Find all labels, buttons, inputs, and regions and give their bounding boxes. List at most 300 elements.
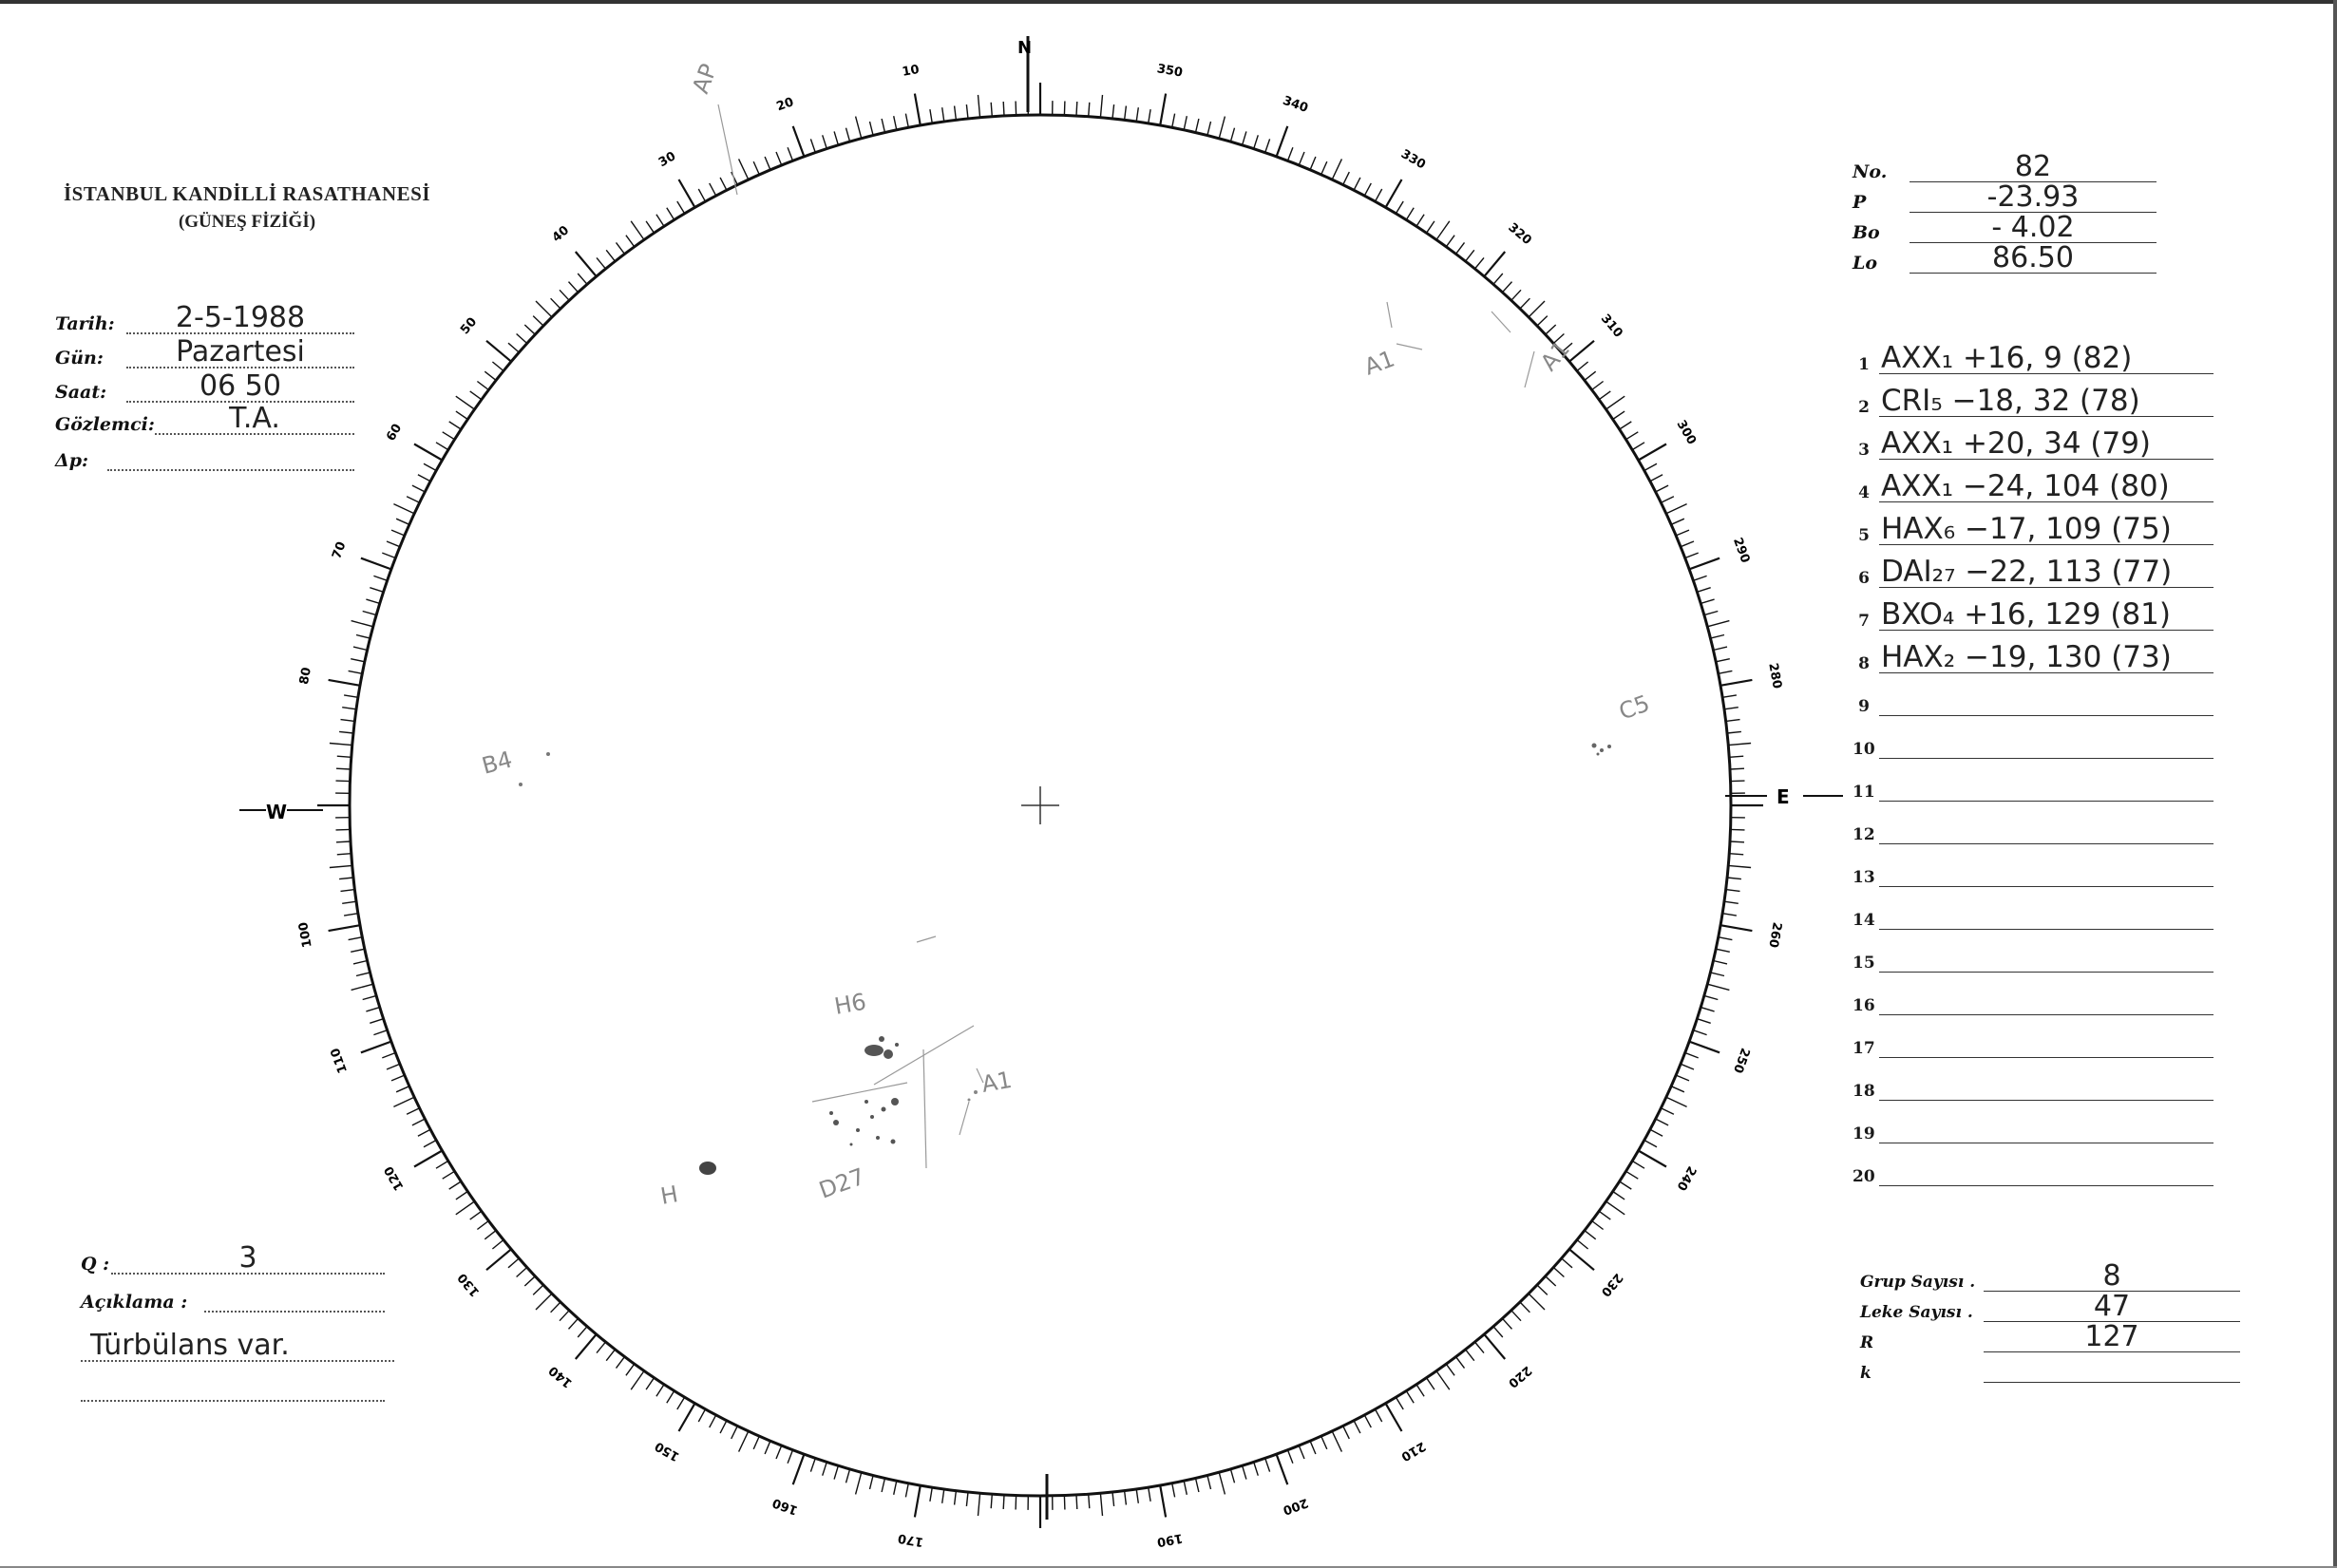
degree-tick bbox=[1697, 1019, 1710, 1024]
degree-tick bbox=[1700, 599, 1714, 603]
degree-tick bbox=[1100, 1493, 1102, 1516]
degree-tick bbox=[617, 1357, 625, 1369]
degree-tick bbox=[339, 878, 353, 879]
degree-tick bbox=[1416, 1385, 1424, 1397]
degree-tick bbox=[667, 1391, 674, 1404]
degree-tick bbox=[739, 159, 749, 179]
degree-tick bbox=[1585, 1231, 1596, 1239]
spot-label-b4: B4 bbox=[479, 746, 516, 780]
degree-tick bbox=[905, 114, 908, 128]
degree-tick bbox=[1716, 949, 1730, 952]
q-label: Q : bbox=[81, 1254, 110, 1275]
degree-tick bbox=[776, 1445, 782, 1459]
degree-tick bbox=[679, 1404, 695, 1431]
degree-tick bbox=[1112, 104, 1114, 119]
degree-tick bbox=[1196, 119, 1199, 133]
degree-tick bbox=[597, 257, 606, 269]
degree-label: 110 bbox=[328, 1046, 351, 1075]
degree-tick bbox=[330, 865, 352, 867]
no-value: 82 bbox=[1910, 153, 2156, 182]
degree-label: 120 bbox=[381, 1162, 408, 1194]
degree-tick bbox=[710, 1415, 716, 1427]
degree-tick bbox=[1288, 147, 1293, 161]
observer-label: Gözlemci: bbox=[55, 414, 155, 435]
group-row-number: 14 bbox=[1852, 911, 1875, 930]
degree-tick bbox=[1613, 411, 1624, 419]
degree-tick bbox=[508, 1258, 519, 1268]
degree-tick bbox=[870, 1475, 874, 1489]
r-label: R bbox=[1860, 1333, 1874, 1352]
group-row-entry: CRI₅ −18, 32 (78) bbox=[1879, 386, 2214, 417]
group-row-number: 15 bbox=[1852, 954, 1875, 973]
degree-tick bbox=[1436, 221, 1450, 240]
degree-tick bbox=[470, 1211, 482, 1219]
group-row-entry: AXX₁ +16, 9 (82) bbox=[1879, 343, 2214, 374]
degree-tick bbox=[1666, 1097, 1687, 1106]
spot-label-d27: D27 bbox=[815, 1162, 869, 1204]
group-row-number: 16 bbox=[1852, 996, 1875, 1015]
degree-tick bbox=[536, 1294, 552, 1310]
degree-label: 60 bbox=[384, 421, 406, 444]
group-row-number: 18 bbox=[1852, 1082, 1875, 1101]
degree-tick bbox=[329, 925, 360, 931]
degree-tick bbox=[1149, 109, 1150, 123]
degree-tick bbox=[930, 1487, 932, 1502]
degree-tick bbox=[788, 1450, 792, 1464]
q-value: 3 bbox=[111, 1244, 385, 1275]
degree-tick bbox=[1265, 139, 1270, 152]
degree-tick bbox=[1427, 1378, 1434, 1389]
degree-tick bbox=[1569, 1249, 1594, 1270]
degree-tick bbox=[1720, 680, 1752, 686]
degree-tick bbox=[1537, 1285, 1548, 1294]
date-value: 2-5-1988 bbox=[126, 304, 354, 334]
degree-tick bbox=[1406, 1391, 1414, 1404]
west-label: W bbox=[266, 801, 288, 823]
degree-tick bbox=[753, 1436, 759, 1449]
degree-tick bbox=[1620, 1181, 1632, 1189]
degree-tick bbox=[942, 107, 944, 122]
degree-tick bbox=[1100, 95, 1102, 118]
degree-tick bbox=[1446, 1364, 1454, 1375]
degree-tick bbox=[1710, 635, 1724, 639]
degree-tick bbox=[1727, 878, 1741, 879]
degree-tick bbox=[1493, 274, 1503, 284]
degree-tick bbox=[492, 362, 504, 371]
degree-tick bbox=[336, 781, 351, 782]
degree-tick bbox=[823, 135, 827, 148]
lo-label: Lo bbox=[1852, 253, 1878, 274]
degree-tick bbox=[1722, 695, 1737, 697]
degree-tick bbox=[1003, 102, 1004, 116]
degree-tick bbox=[363, 612, 377, 615]
degree-tick bbox=[1644, 1141, 1657, 1147]
degree-tick bbox=[418, 475, 430, 482]
degree-tick bbox=[492, 1240, 504, 1250]
degree-tick bbox=[1321, 1436, 1327, 1449]
degree-tick bbox=[1700, 1008, 1714, 1011]
degree-tick bbox=[1230, 1469, 1234, 1483]
degree-tick bbox=[361, 1042, 391, 1053]
degree-tick bbox=[1219, 117, 1225, 139]
degree-label: 330 bbox=[1397, 146, 1429, 173]
degree-tick bbox=[1720, 925, 1752, 931]
degree-tick bbox=[1671, 1086, 1684, 1092]
degree-tick bbox=[1136, 1489, 1138, 1503]
degree-tick bbox=[576, 1334, 597, 1359]
degree-tick bbox=[1716, 659, 1730, 662]
degree-tick bbox=[342, 708, 356, 709]
degree-label: 130 bbox=[455, 1270, 484, 1299]
degree-tick bbox=[1731, 829, 1745, 830]
group-row-number: 2 bbox=[1858, 398, 1870, 417]
degree-tick bbox=[1219, 1472, 1225, 1494]
degree-tick bbox=[336, 829, 351, 830]
degree-tick bbox=[1243, 131, 1246, 144]
department-name: (GÜNEŞ FİZİĞİ) bbox=[178, 212, 316, 232]
time-value: 06 50 bbox=[126, 372, 354, 403]
degree-tick bbox=[414, 444, 442, 461]
degree-tick bbox=[856, 117, 862, 139]
degree-tick bbox=[1364, 183, 1371, 196]
degree-tick bbox=[1719, 937, 1733, 940]
degree-tick bbox=[788, 147, 792, 161]
degree-tick bbox=[1639, 1151, 1666, 1167]
degree-tick bbox=[486, 1249, 511, 1270]
degree-tick bbox=[351, 949, 365, 952]
degree-tick bbox=[1265, 1458, 1270, 1471]
p-value: -23.93 bbox=[1910, 183, 2156, 213]
degree-tick bbox=[1160, 1485, 1166, 1517]
degree-tick bbox=[1511, 1311, 1521, 1321]
degree-tick bbox=[930, 109, 932, 123]
degree-label: 240 bbox=[1673, 1162, 1700, 1194]
degree-tick bbox=[443, 1171, 455, 1179]
degree-tick bbox=[1299, 152, 1304, 165]
degree-tick bbox=[1722, 914, 1737, 916]
degree-tick bbox=[626, 236, 635, 247]
degree-tick bbox=[1676, 530, 1689, 536]
p-label: P bbox=[1852, 192, 1867, 213]
degree-tick bbox=[1386, 179, 1402, 207]
degree-tick bbox=[456, 396, 475, 409]
degree-tick bbox=[1386, 1404, 1402, 1431]
group-row-entry: AXX₁ +20, 34 (79) bbox=[1879, 428, 2214, 460]
degree-tick bbox=[720, 178, 727, 190]
degree-tick bbox=[1196, 1478, 1199, 1492]
degree-tick bbox=[978, 1493, 980, 1516]
degree-label: 220 bbox=[1505, 1362, 1534, 1390]
east-label: E bbox=[1776, 785, 1790, 808]
degree-tick bbox=[753, 161, 759, 175]
degree-label: 250 bbox=[1730, 1046, 1753, 1075]
group-row-number: 8 bbox=[1858, 654, 1870, 673]
degree-tick bbox=[449, 422, 462, 429]
degree-tick bbox=[1599, 1211, 1610, 1219]
degree-tick bbox=[846, 1469, 850, 1483]
group-row-number: 5 bbox=[1858, 526, 1870, 545]
group-row-number: 4 bbox=[1858, 483, 1870, 502]
spot-label-a1-bottom: A1 bbox=[979, 1066, 1015, 1098]
degree-tick bbox=[391, 1075, 405, 1081]
degree-tick bbox=[524, 1276, 535, 1286]
degree-tick bbox=[978, 95, 980, 118]
degree-label: 200 bbox=[1281, 1495, 1310, 1518]
degree-tick bbox=[1172, 1483, 1175, 1498]
degree-tick bbox=[1511, 290, 1521, 300]
degree-tick bbox=[1076, 102, 1077, 116]
degree-tick bbox=[1661, 497, 1674, 503]
degree-label: 190 bbox=[1155, 1530, 1184, 1549]
degree-tick bbox=[1730, 768, 1744, 769]
degree-tick bbox=[810, 1458, 815, 1471]
group-count-label: Grup Sayısı . bbox=[1860, 1273, 1976, 1292]
degree-tick bbox=[1553, 1268, 1564, 1277]
degree-tick bbox=[617, 242, 625, 254]
degree-tick bbox=[631, 221, 644, 240]
degree-tick bbox=[834, 1465, 838, 1479]
degree-tick bbox=[1184, 116, 1187, 130]
degree-tick bbox=[1666, 504, 1687, 514]
degree-tick bbox=[646, 221, 654, 233]
degree-tick bbox=[517, 1268, 527, 1277]
degree-tick bbox=[1184, 1481, 1187, 1495]
degree-tick bbox=[1529, 301, 1545, 317]
degree-tick bbox=[560, 1311, 569, 1321]
description-label: Açıklama : bbox=[81, 1292, 188, 1313]
degree-label: 320 bbox=[1505, 220, 1534, 249]
degree-tick bbox=[1416, 215, 1424, 227]
degree-tick bbox=[551, 298, 560, 309]
degree-tick bbox=[1484, 252, 1505, 276]
degree-tick bbox=[517, 334, 527, 344]
degree-tick bbox=[1707, 984, 1729, 990]
degree-tick bbox=[1466, 1350, 1474, 1361]
degree-tick bbox=[1503, 282, 1512, 293]
degree-tick bbox=[1310, 1441, 1316, 1454]
degree-tick bbox=[1693, 1030, 1706, 1035]
degree-tick bbox=[942, 1489, 944, 1503]
group-row-number: 11 bbox=[1852, 783, 1875, 802]
group-row-number: 13 bbox=[1852, 868, 1875, 887]
degree-tick bbox=[578, 274, 587, 284]
degree-tick bbox=[393, 504, 414, 514]
degree-tick bbox=[1484, 1334, 1505, 1359]
degree-tick bbox=[470, 391, 482, 400]
degree-tick bbox=[1620, 422, 1632, 429]
degree-tick bbox=[894, 1481, 897, 1495]
degree-tick bbox=[1364, 1415, 1371, 1427]
degree-label: 40 bbox=[549, 223, 573, 246]
degree-tick bbox=[1321, 161, 1327, 175]
degree-tick bbox=[1713, 961, 1727, 964]
degree-tick bbox=[484, 1231, 496, 1239]
spot-label-ap: AP bbox=[687, 60, 723, 98]
degree-tick bbox=[1475, 1342, 1485, 1353]
degree-tick bbox=[382, 553, 395, 557]
degree-tick bbox=[1689, 558, 1720, 570]
bo-label: Bo bbox=[1852, 222, 1880, 243]
degree-tick bbox=[1207, 122, 1211, 136]
degree-tick bbox=[1639, 444, 1666, 461]
group-row-number: 7 bbox=[1858, 612, 1870, 631]
observer-value: T.A. bbox=[155, 405, 354, 435]
group-row-entry: HAX₆ −17, 109 (75) bbox=[1879, 514, 2214, 545]
degree-tick bbox=[533, 316, 543, 326]
degree-label: 170 bbox=[897, 1530, 925, 1549]
degree-tick bbox=[578, 1327, 587, 1337]
degree-tick bbox=[776, 152, 782, 165]
degree-tick bbox=[344, 695, 358, 697]
degree-label: 300 bbox=[1673, 417, 1700, 448]
degree-tick bbox=[1406, 208, 1414, 220]
degree-tick bbox=[955, 106, 957, 121]
degree-tick bbox=[1676, 1075, 1689, 1081]
north-label: N bbox=[1017, 38, 1033, 58]
degree-tick bbox=[352, 984, 373, 990]
degree-tick bbox=[834, 131, 838, 144]
degree-tick bbox=[337, 756, 352, 757]
degree-tick bbox=[387, 541, 400, 547]
degree-tick bbox=[1003, 1495, 1004, 1509]
group-count-value: 8 bbox=[1984, 1262, 2240, 1292]
degree-tick bbox=[1396, 201, 1403, 214]
degree-tick bbox=[1125, 106, 1127, 121]
spot-count-label: Leke Sayısı . bbox=[1860, 1303, 1973, 1322]
degree-tick bbox=[1681, 541, 1694, 547]
degree-tick bbox=[1277, 126, 1288, 157]
degree-tick bbox=[1730, 841, 1744, 842]
degree-tick bbox=[391, 530, 405, 536]
group-row-number: 6 bbox=[1858, 569, 1870, 588]
degree-tick bbox=[1288, 1450, 1293, 1464]
degree-tick bbox=[361, 558, 391, 570]
degree-tick bbox=[456, 1201, 475, 1215]
degree-tick bbox=[1466, 250, 1474, 261]
degree-tick bbox=[1726, 890, 1740, 892]
k-label: k bbox=[1860, 1364, 1872, 1383]
degree-label: 100 bbox=[296, 920, 315, 949]
degree-tick bbox=[1626, 1171, 1639, 1179]
degree-tick bbox=[366, 599, 379, 603]
degree-tick bbox=[1354, 178, 1360, 190]
degree-tick bbox=[810, 139, 815, 152]
degree-label: 290 bbox=[1730, 536, 1753, 565]
group-row-number: 3 bbox=[1858, 441, 1870, 460]
degree-label: 350 bbox=[1155, 62, 1184, 81]
degree-tick bbox=[882, 1478, 884, 1492]
degree-tick bbox=[732, 1426, 738, 1439]
degree-tick bbox=[1719, 671, 1733, 673]
degree-tick bbox=[1685, 553, 1699, 557]
degree-tick bbox=[1661, 1108, 1674, 1115]
spot-label-h2: H bbox=[658, 1181, 680, 1210]
group-row-entry: DAI₂₇ −22, 113 (77) bbox=[1879, 557, 2214, 588]
degree-label: 70 bbox=[330, 539, 350, 561]
degree-tick bbox=[677, 1397, 685, 1409]
degree-tick bbox=[1728, 865, 1751, 867]
lo-value: 86.50 bbox=[1910, 244, 2156, 274]
degree-tick bbox=[1729, 756, 1743, 757]
degree-tick bbox=[1592, 1221, 1604, 1230]
degree-tick bbox=[720, 1421, 727, 1433]
sunspot-marks bbox=[519, 744, 1611, 1176]
degree-tick bbox=[739, 1431, 749, 1452]
degree-tick bbox=[1577, 362, 1588, 371]
degree-tick bbox=[1427, 221, 1434, 233]
degree-tick bbox=[606, 250, 615, 261]
degree-tick bbox=[966, 1492, 968, 1506]
degree-label: 150 bbox=[652, 1438, 683, 1464]
group-row-entry: AXX₁ −24, 104 (80) bbox=[1879, 471, 2214, 502]
degree-tick bbox=[341, 720, 355, 722]
degree-tick bbox=[1376, 1409, 1382, 1422]
degree-tick bbox=[1520, 1302, 1530, 1313]
degree-tick bbox=[1332, 1431, 1341, 1452]
degree-tick bbox=[336, 768, 351, 769]
degree-tick bbox=[1731, 781, 1745, 782]
degree-tick bbox=[342, 901, 356, 903]
remark-value: Türbülans var. bbox=[81, 1332, 394, 1362]
degree-tick bbox=[373, 1030, 387, 1035]
degree-tick bbox=[710, 183, 716, 196]
degree-tick bbox=[846, 128, 850, 142]
degree-tick bbox=[456, 1192, 467, 1200]
degree-tick bbox=[351, 659, 365, 662]
degree-tick bbox=[1230, 128, 1234, 142]
degree-tick bbox=[349, 937, 363, 940]
degree-tick bbox=[793, 1454, 805, 1484]
degree-tick bbox=[1693, 576, 1706, 580]
group-row-number: 12 bbox=[1852, 825, 1875, 844]
degree-tick bbox=[344, 914, 358, 916]
degree-label: 280 bbox=[1765, 662, 1784, 690]
degree-tick bbox=[894, 116, 897, 130]
degree-tick bbox=[1125, 1491, 1127, 1505]
degree-tick bbox=[1546, 325, 1556, 334]
degree-tick bbox=[1456, 1357, 1465, 1369]
spot-label-h6: H6 bbox=[832, 988, 868, 1020]
degree-tick bbox=[443, 432, 455, 440]
center-cross bbox=[1021, 786, 1059, 824]
group-row-number: 17 bbox=[1852, 1039, 1875, 1058]
degree-tick bbox=[1089, 103, 1090, 117]
degree-tick bbox=[370, 588, 383, 593]
group-row-entry: BXO₄ +16, 129 (81) bbox=[1879, 599, 2214, 631]
degree-tick bbox=[793, 126, 805, 157]
degree-tick bbox=[1650, 1129, 1662, 1136]
day-label: Gün: bbox=[55, 348, 104, 368]
degree-tick bbox=[955, 1491, 957, 1505]
degree-tick bbox=[882, 119, 884, 133]
bo-value: - 4.02 bbox=[1910, 214, 2156, 243]
degree-tick bbox=[382, 1053, 395, 1058]
degree-tick bbox=[1724, 901, 1738, 903]
degree-tick bbox=[631, 1371, 644, 1390]
degree-tick bbox=[1503, 1318, 1512, 1329]
degree-tick bbox=[418, 1129, 430, 1136]
degree-label: 230 bbox=[1597, 1270, 1625, 1299]
degree-tick bbox=[870, 122, 874, 136]
degree-tick bbox=[1446, 236, 1454, 247]
degree-tick bbox=[1332, 159, 1341, 179]
degree-tick bbox=[339, 731, 353, 733]
degree-tick bbox=[477, 1221, 488, 1230]
group-row-number: 20 bbox=[1852, 1167, 1875, 1186]
degree-tick bbox=[1726, 720, 1740, 722]
degree-tick bbox=[337, 854, 352, 855]
degree-label: 30 bbox=[656, 149, 679, 171]
